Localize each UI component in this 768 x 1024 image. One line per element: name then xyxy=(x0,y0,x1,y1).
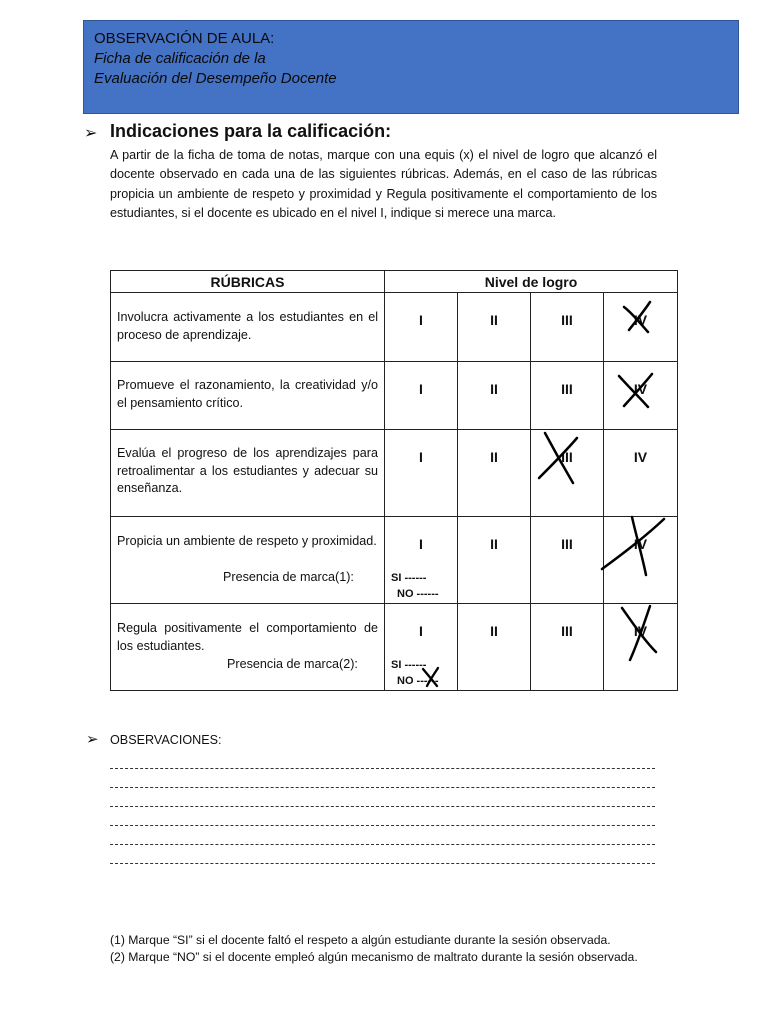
marca-label: Presencia de marca(1): xyxy=(223,570,354,584)
level-cell-ii[interactable] xyxy=(458,362,531,430)
level-label: II xyxy=(490,449,498,465)
level-cell-iii[interactable] xyxy=(531,517,604,604)
observation-line[interactable] xyxy=(110,825,655,826)
rubric-text: Evalúa el progreso de los aprendizajes para retroalimentar a los estudiantes y adecuar su enseñanza. xyxy=(117,446,378,495)
level-label: I xyxy=(419,312,423,328)
level-label: IV xyxy=(633,536,648,552)
marca-label: Presencia de marca(2): xyxy=(227,657,358,671)
level-label: II xyxy=(490,312,498,328)
instructions-paragraph: A partir de la ficha de toma de notas, marque con una equis (x) el nivel de logro que alcanzó el docente observado en cada una de las siguientes rúbricas. Además, en el caso de las rúbricas propicia un ambiente de respeto y proximidad y Regula positivamente el comportamiento de los estudiantes, si el docente es ubicado en el nivel I, indique si merece una marca. xyxy=(110,148,657,220)
observation-line[interactable] xyxy=(110,806,655,807)
level-cell-i[interactable] xyxy=(385,293,458,362)
level-cell-iii[interactable] xyxy=(531,430,604,517)
option-si[interactable]: SI ------ xyxy=(391,659,427,671)
rubric-text: Propicia un ambiente de respeto y proximidad. xyxy=(117,534,377,548)
level-cell-ii[interactable] xyxy=(458,604,531,691)
header-title: OBSERVACIÓN DE AULA: xyxy=(94,30,275,47)
level-label: IV xyxy=(633,623,648,639)
header-subtitle-1: Ficha de calificación de la xyxy=(94,50,266,67)
level-cell-iv[interactable] xyxy=(604,517,678,604)
rubric-text: Regula positivamente el comportamiento de los estudiantes. xyxy=(117,621,378,653)
level-label: I xyxy=(419,449,423,465)
rubric-table xyxy=(110,270,678,691)
level-cell-iii[interactable] xyxy=(531,293,604,362)
footnote-1: (1) Marque “SI” si el docente faltó el respeto a algún estudiante durante la sesión observada. xyxy=(110,933,611,947)
rubric-cell xyxy=(111,517,385,604)
option-no[interactable]: NO ------ xyxy=(397,675,439,687)
level-label: I xyxy=(419,536,423,552)
bullet-arrow-icon: ➢ xyxy=(84,125,98,142)
level-label: III xyxy=(561,623,573,639)
header-nivel-de-logro: Nivel de logro xyxy=(385,271,678,293)
observation-line[interactable] xyxy=(110,844,655,845)
level-label: I xyxy=(419,381,423,397)
level-cell-iv[interactable] xyxy=(604,293,678,362)
level-cell-i[interactable] xyxy=(385,362,458,430)
table-row xyxy=(111,517,678,604)
table-row xyxy=(111,293,678,362)
rubric-cell xyxy=(111,604,385,691)
level-cell-ii[interactable] xyxy=(458,293,531,362)
option-si[interactable]: SI ------ xyxy=(391,572,427,584)
level-label: IV xyxy=(633,312,648,328)
level-label: IV xyxy=(633,381,648,397)
rubric-text: Involucra activamente a los estudiantes en el proceso de aprendizaje. xyxy=(117,310,378,342)
table-row xyxy=(111,430,678,517)
observaciones-title: OBSERVACIONES: xyxy=(110,733,222,747)
observation-line[interactable] xyxy=(110,768,655,769)
level-cell-iv[interactable] xyxy=(604,430,678,517)
rubric-cell xyxy=(111,362,385,430)
level-label: III xyxy=(561,312,573,328)
header-subtitle-2: Evaluación del Desempeño Docente xyxy=(94,70,337,87)
level-label: I xyxy=(419,623,423,639)
level-cell-iii[interactable] xyxy=(531,362,604,430)
level-label: II xyxy=(490,536,498,552)
footnote-2: (2) Marque “NO” si el docente empleó algún mecanismo de maltrato durante la sesión observada. xyxy=(110,950,638,964)
level-label: III xyxy=(561,381,573,397)
level-label: III xyxy=(561,449,573,465)
level-label: III xyxy=(561,536,573,552)
level-label: II xyxy=(490,381,498,397)
level-cell-ii[interactable] xyxy=(458,517,531,604)
level-cell-iii[interactable] xyxy=(531,604,604,691)
level-label: II xyxy=(490,623,498,639)
section-title: Indicaciones para la calificación: xyxy=(110,121,392,141)
level-cell-iv[interactable] xyxy=(604,362,678,430)
level-cell-ii[interactable] xyxy=(458,430,531,517)
header-rubricas: RÚBRICAS xyxy=(111,271,385,293)
table-header-row xyxy=(111,271,678,293)
level-cell-iv[interactable] xyxy=(604,604,678,691)
rubric-cell xyxy=(111,293,385,362)
observation-line[interactable] xyxy=(110,863,655,864)
rubric-cell xyxy=(111,430,385,517)
option-no[interactable]: NO ------ xyxy=(397,588,439,600)
observation-line[interactable] xyxy=(110,787,655,788)
level-cell-i[interactable] xyxy=(385,517,458,604)
bullet-arrow-icon: ➢ xyxy=(86,731,99,748)
table-row xyxy=(111,362,678,430)
rubric-text: Promueve el razonamiento, la creatividad y/o el pensamiento crítico. xyxy=(117,378,378,410)
level-cell-i[interactable] xyxy=(385,430,458,517)
header-banner xyxy=(83,20,739,114)
table-row xyxy=(111,604,678,691)
level-label: IV xyxy=(633,449,648,465)
level-cell-i[interactable] xyxy=(385,604,458,691)
